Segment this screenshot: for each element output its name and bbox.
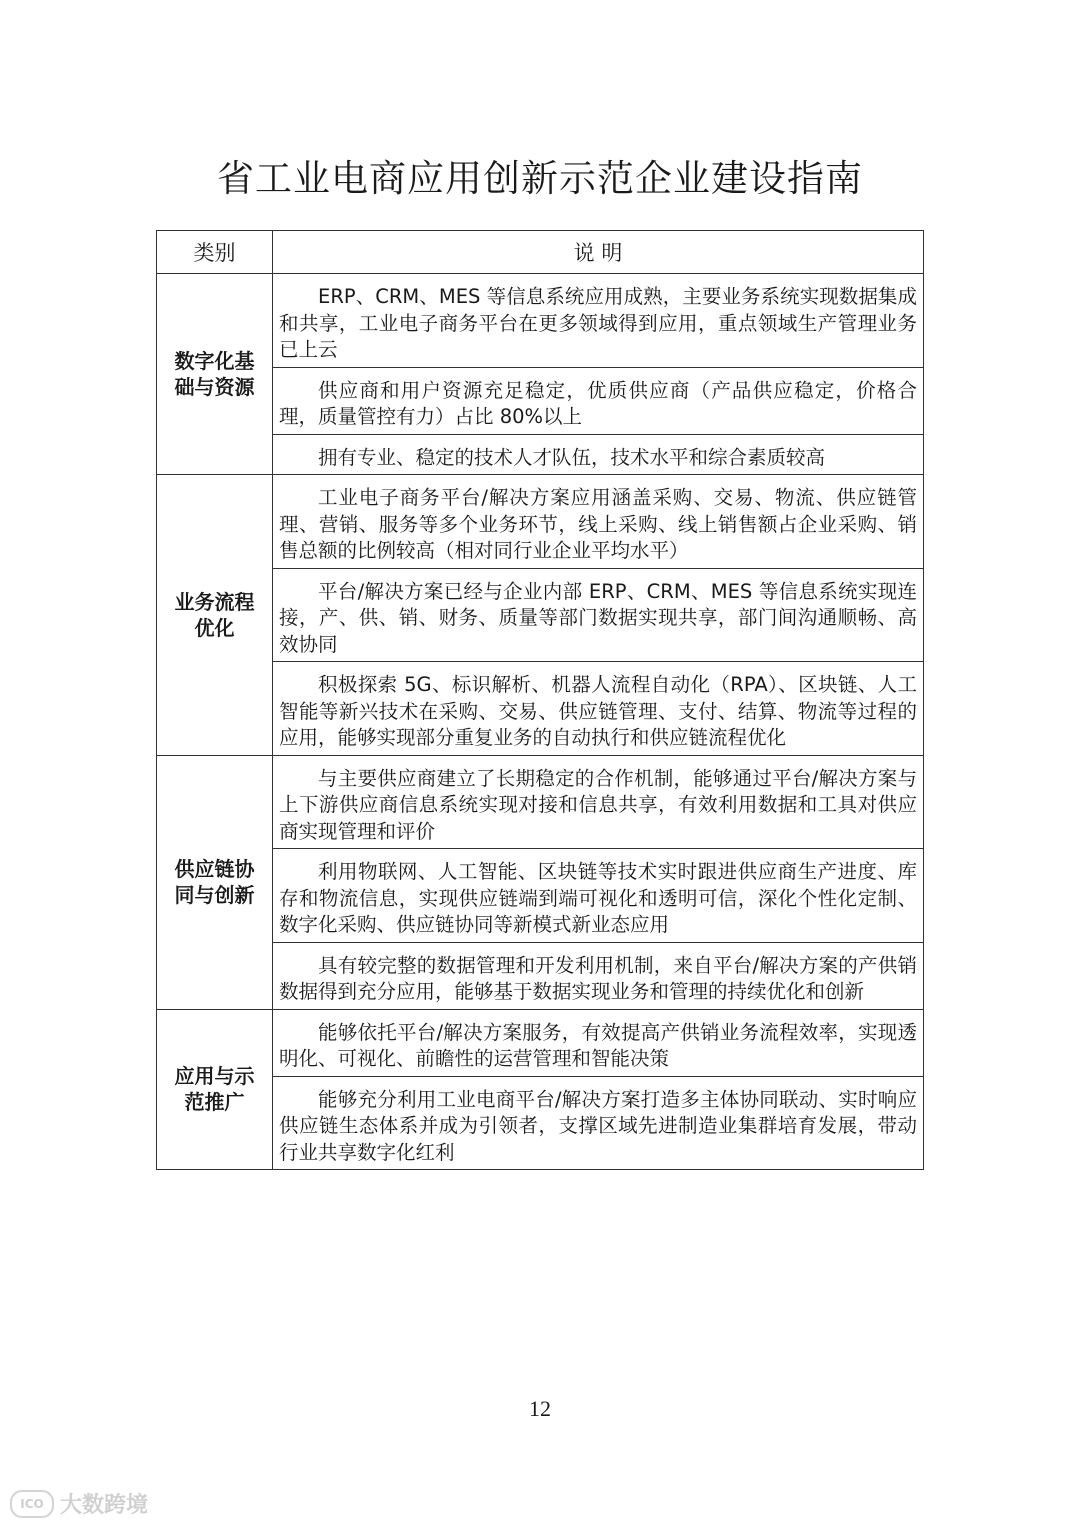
table-row [157, 662, 924, 756]
description-cell: 工业电子商务平台/解决方案应用涵盖采购、交易、物流、供应链管理、营销、服务等多个业务环节，线上采购、线上销售额占企业采购、销售总额的比例较高（相对同行业企业平均水平） [273, 475, 924, 569]
category-cell: 业务流程 优化 [157, 475, 273, 756]
description-cell: 利用物联网、人工智能、区块链等技术实时跟进供应商生产进度、库存和物流信息，实现供应链端到端可视化和透明可信，深化个性化定制、数字化采购、供应链协同等新模式新业态应用 [273, 849, 924, 943]
table-row [157, 1009, 924, 1076]
description-cell: 积极探索 5G、标识解析、机器人流程自动化（RPA）、区块链、人工智能等新兴技术在采购、交易、供应链管理、支付、结算、物流等过程的应用，能够实现部分重复业务的自动执行和供应链流程优化 [273, 662, 924, 756]
guide-table [156, 230, 924, 1170]
table-row [157, 942, 924, 1009]
description-cell: 拥有专业、稳定的技术人才队伍，技术水平和综合素质较高 [273, 434, 924, 475]
document-title: 省工业电商应用创新示范企业建设指南 [217, 157, 863, 200]
header-description: 说 明 [273, 231, 924, 274]
category-cell: 应用与示 范推广 [157, 1009, 273, 1170]
description-cell: 平台/解决方案已经与企业内部 ERP、CRM、MES 等信息系统实现连接，产、供、销、财务、质量等部门数据实现共享，部门间沟通顺畅、高效协同 [273, 568, 924, 662]
table-row [157, 1076, 924, 1170]
category-cell: 供应链协 同与创新 [157, 755, 273, 1009]
description-cell: 能够依托平台/解决方案服务，有效提高产供销业务流程效率，实现透明化、可视化、前瞻性的运营管理和智能决策 [273, 1009, 924, 1076]
table-row [157, 367, 924, 434]
description-cell: 与主要供应商建立了长期稳定的合作机制，能够通过平台/解决方案与上下游供应商信息系统实现对接和信息共享，有效利用数据和工具对供应商实现管理和评价 [273, 755, 924, 849]
table-row [157, 849, 924, 943]
page-number: 12 [529, 1396, 551, 1421]
watermark-logo-icon: ICO [10, 1490, 54, 1518]
table-row [157, 274, 924, 368]
category-cell: 数字化基 础与资源 [157, 274, 273, 475]
description-cell: 具有较完整的数据管理和开发利用机制，来自平台/解决方案的产供销数据得到充分应用，能够基于数据实现业务和管理的持续优化和创新 [273, 942, 924, 1009]
description-cell: ERP、CRM、MES 等信息系统应用成熟，主要业务系统实现数据集成和共享，工业电子商务平台在更多领域得到应用，重点领域生产管理业务已上云 [273, 274, 924, 368]
table-row [157, 475, 924, 569]
description-cell: 能够充分利用工业电商平台/解决方案打造多主体协同联动、实时响应供应链生态体系并成为引领者，支撑区域先进制造业集群培育发展，带动行业共享数字化红利 [273, 1076, 924, 1170]
watermark [10, 1488, 148, 1519]
watermark-text: 大数跨境 [60, 1493, 149, 1518]
header-category: 类别 [157, 231, 273, 274]
table-row [157, 755, 924, 849]
description-cell: 供应商和用户资源充足稳定，优质供应商（产品供应稳定，价格合理，质量管控有力）占比 80%以上 [273, 367, 924, 434]
table-header-row [157, 231, 924, 274]
table-row [157, 434, 924, 475]
table-row [157, 568, 924, 662]
